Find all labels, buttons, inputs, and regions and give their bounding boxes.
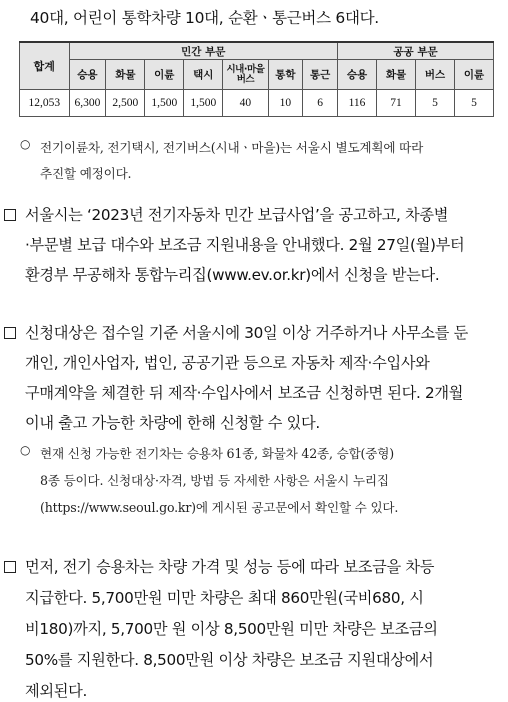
table-cell: 116 <box>338 90 377 117</box>
table-cell: 6,300 <box>69 90 106 117</box>
col-header: 화물 <box>106 60 145 90</box>
table-cell: 40 <box>223 90 268 117</box>
paragraph-line: 제외된다. <box>25 682 88 700</box>
circle-bullet-icon: ○ <box>20 137 31 151</box>
col-header: 이륜 <box>454 60 493 90</box>
table-cell: 2,500 <box>106 90 145 117</box>
square-bullet-icon <box>4 561 16 573</box>
col-header: 승용 <box>69 60 106 90</box>
col-header: 통근 <box>303 60 338 90</box>
paragraph-line: 비180)까지, 5,700만 원 이상 8,500만원 미만 차량은 보조금의 <box>25 620 438 638</box>
col-header: 택시 <box>184 60 223 90</box>
col-header: 시내·마을버스 <box>223 60 268 90</box>
ev-supply-table <box>19 41 494 117</box>
square-bullet-icon <box>4 327 16 339</box>
paragraph-line: 이내 출고 가능한 차량에 한해 신청할 수 있다. <box>25 414 320 432</box>
public-sector-header: 공공 부문 <box>338 42 494 60</box>
col-header: 화물 <box>377 60 416 90</box>
intro-line: 40대, 어린이 통학차량 10대, 순환ㆍ통근버스 6대다. <box>30 9 379 27</box>
col-header: 승용 <box>338 60 377 90</box>
paragraph-line: 구매계약을 체결한 뒤 제작·수입사에서 보조금 신청하면 된다. 2개월 <box>25 384 464 402</box>
note-line: (https://www.seoul.go.kr)에 게시된 공고문에서 확인할 수 있다. <box>40 500 399 515</box>
note-line: 현재 신청 가능한 전기차는 승용차 61종, 화물차 42종, 승합(중형) <box>40 446 394 461</box>
table-cell: 12,053 <box>20 90 70 117</box>
private-sector-header: 민간 부문 <box>69 42 338 60</box>
table-cell: 5 <box>415 90 454 117</box>
paragraph-line: 개인, 개인사업자, 법인, 공공기관 등으로 자동차 제작·수입사와 <box>25 354 430 372</box>
note-line: 전기이륜차, 전기택시, 전기버스(시내ㆍ마을)는 서울시 별도계획에 따라 <box>40 140 424 155</box>
table-cell: 10 <box>268 90 303 117</box>
col-header: 이륜 <box>145 60 184 90</box>
paragraph-line: 환경부 무공해차 통합누리집(www.ev.or.kr)에서 신청을 받는다. <box>25 266 440 284</box>
total-header: 합계 <box>20 42 70 90</box>
table-cell: 6 <box>303 90 338 117</box>
paragraph-line: 50%를 지원한다. 8,500만원 이상 차량은 보조금 지원대상에서 <box>25 651 434 669</box>
square-bullet-icon <box>4 209 16 221</box>
note-line: 추진할 예정이다. <box>40 166 132 181</box>
col-header: 통학 <box>268 60 303 90</box>
paragraph-line: 먼저, 전기 승용차는 차량 가격 및 성능 등에 따라 보조금을 차등 <box>25 558 435 576</box>
circle-bullet-icon: ○ <box>20 443 31 457</box>
paragraph-line: 신청대상은 접수일 기준 서울시에 30일 이상 거주하거나 사무소를 둔 <box>25 324 468 342</box>
note-line: 8종 등이다. 신청대상·자격, 방법 등 자세한 사항은 서울시 누리집 <box>40 473 389 488</box>
table-cell: 5 <box>454 90 493 117</box>
table-cell: 1,500 <box>145 90 184 117</box>
table-cell: 71 <box>377 90 416 117</box>
paragraph-line: 서울시는 ‘2023년 전기자동차 민간 보급사업’을 공고하고, 차종별 <box>25 206 449 224</box>
paragraph-line: 지급한다. 5,700만원 미만 차량은 최대 860만원(국비680, 시 <box>25 589 424 607</box>
table-row <box>20 90 494 117</box>
col-header: 버스 <box>415 60 454 90</box>
paragraph-line: ·부문별 보급 대수와 보조금 지원내용을 안내했다. 2월 27일(월)부터 <box>25 236 465 254</box>
table-cell: 1,500 <box>184 90 223 117</box>
